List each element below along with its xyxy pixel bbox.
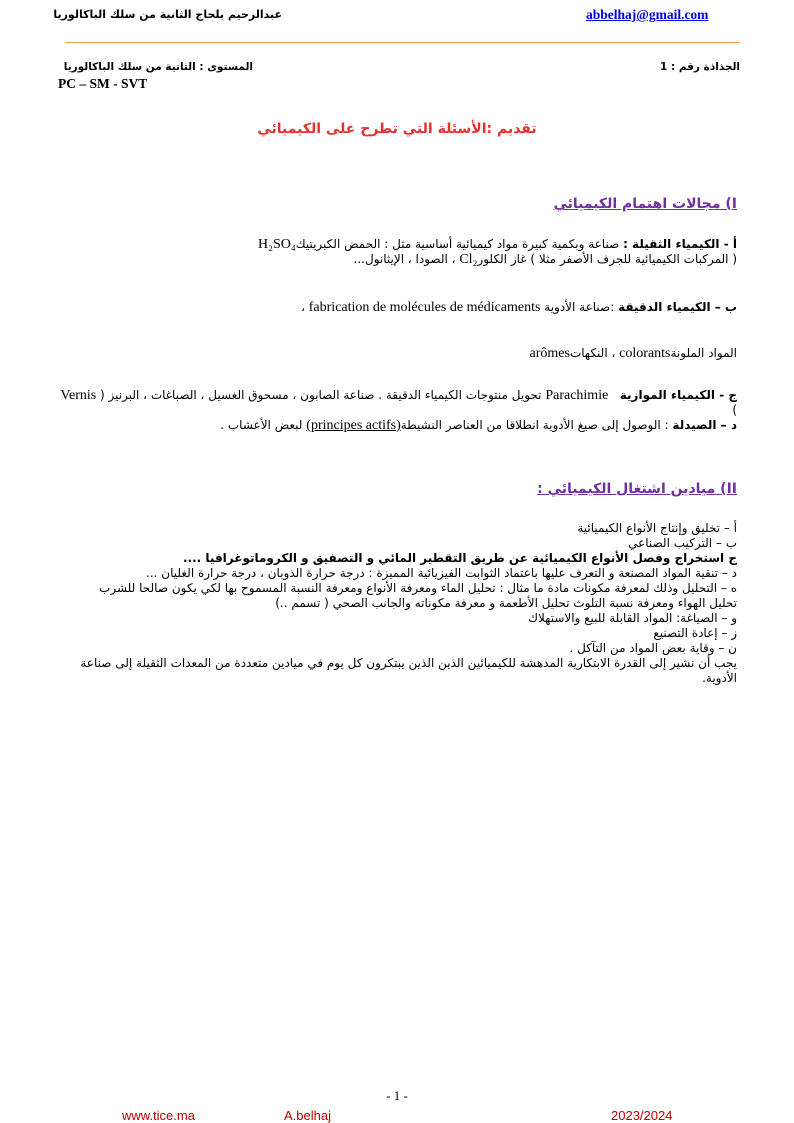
heavy-chemistry-text1: صناعة وبكمية كبيرة مواد كيميائية أساسية مثل : الحمض الكبريتيك — [295, 237, 624, 251]
parachemistry-text1: تحويل منتوجات الكيمياء الدقيقة . صناعة الصابون ، مسحوق الغسيل ، الصباغات ، البرنيز ( — [96, 388, 542, 402]
colorants-french: colorants — [619, 346, 671, 361]
colorants-text2: ، النكهات — [569, 346, 620, 360]
level-label: المستوى : الثانية من سلك الباكالوريا — [63, 61, 253, 73]
footer-site: www.tice.ma — [122, 1108, 195, 1123]
list-item: ن – وقاية بعض المواد من التآكل . — [569, 641, 737, 655]
paragraph-colorants — [55, 346, 737, 361]
sheet-number: الجذاذة رقم : 1 — [660, 61, 740, 73]
footer-author: A.belhaj — [284, 1108, 331, 1123]
fine-chemistry-text1: :صناعة الأدوية — [540, 300, 619, 314]
list-item: يجب أن نشير إلى القدرة الابتكارية المدهشة للكيميائين الذين الذين يبتكرون كل يوم في ميادين متعددة من المعدات الثقيلة إلى صناعة الأدوية. — [80, 656, 737, 685]
paragraph-fine-chemistry — [55, 300, 737, 315]
section2-heading: II) ميادين اشتغال الكيميائي : — [537, 481, 737, 497]
pharmacy-label: د – الصيدلة — [672, 418, 737, 432]
list-item: ب – التركيب الصناعي — [628, 536, 737, 550]
list-item: أ – تخليق وإنتاج الأنواع الكيميائية — [577, 521, 737, 535]
fine-chemistry-french: fabrication de molécules de médicaments — [308, 300, 541, 315]
fine-chemistry-label: ب – الكيمياء الدقيقة — [618, 300, 737, 314]
list-item: تحليل الهواء ومعرفة نسبة التلوث تحليل الأطعمة و معرفة مكوناته والجانب الصحي ( تسمم ..) — [275, 596, 737, 610]
list-item: و – الصياغة: المواد القابلة للبيع والاستهلاك — [528, 611, 737, 625]
colorants-text1: المواد الملونة — [670, 346, 737, 360]
list-item: د – تنقية المواد المصنعة و التعرف عليها باعتماد الثوابت الفيزيائية المميزة : درجة حرارة الذوبان ، درجة حرارة الغليان ... — [146, 566, 737, 580]
fine-chemistry-text2: ، — [301, 300, 309, 314]
list-item: ه – التحليل وذلك لمعرفة مكونات مادة ما مثال : تحليل الماء ومعرفة الأنواع ومعرفة النسبة المسموح بها لكي يكون صالحا للشرب — [99, 581, 737, 595]
header-divider — [65, 42, 740, 43]
principes-actifs-french: (principes actifs) — [306, 418, 401, 433]
formula-h2so4: H₂SO₄ — [257, 237, 296, 252]
parachemistry-french: Parachimie — [545, 388, 609, 403]
paragraph-parachemistry — [55, 388, 737, 433]
streams-label: PC – SM - SVT — [58, 76, 148, 91]
header-author-line: عبدالرحيم بلحاج الثانية من سلك الباكالوريا — [53, 8, 282, 21]
formula-cl2: Cl₂ — [459, 252, 478, 267]
list-item: ج استخراج وفصل الأنواع الكيميائية عن طريق التقطير المائي و التصفيق و الكروماتوغرافيا .... — [183, 551, 737, 565]
heavy-chemistry-label: أ - الكيمياء الثقيلة : — [623, 237, 737, 251]
page-title: تقديم :الأسئلة التي تطرح على الكيميائي — [257, 121, 537, 137]
page-number: - 1 - — [386, 1088, 408, 1103]
parachemistry-label: ج - الكيمياء الموازية — [619, 388, 737, 402]
vernis-french: Vernis — [60, 388, 97, 403]
aromes-french: arômes — [529, 346, 570, 361]
heavy-chemistry-text3: ، الصودا ، الإيثانول... — [353, 252, 460, 266]
paragraph-heavy-chemistry — [55, 237, 737, 267]
list-item: ز – إعادة التصنيع — [653, 626, 737, 640]
section1-heading: I) مجالات اهتمام الكيميائي — [553, 196, 737, 212]
fields-list — [55, 521, 737, 686]
parachemistry-text2: ) — [732, 403, 737, 417]
footer-year: 2023/2024 — [611, 1108, 673, 1123]
pharmacy-text2: لبعض الأعشاب . — [220, 418, 307, 432]
pharmacy-text1: : الوصول إلى صيغ الأدوية انطلاقا من العناصر النشيطة — [400, 418, 673, 432]
heavy-chemistry-text2: ( المركبات الكيميائية للجرف الأصفر مثلا ) غاز الكلور — [477, 252, 737, 266]
header-email-link[interactable]: abbelhaj@gmail.com — [586, 7, 709, 22]
